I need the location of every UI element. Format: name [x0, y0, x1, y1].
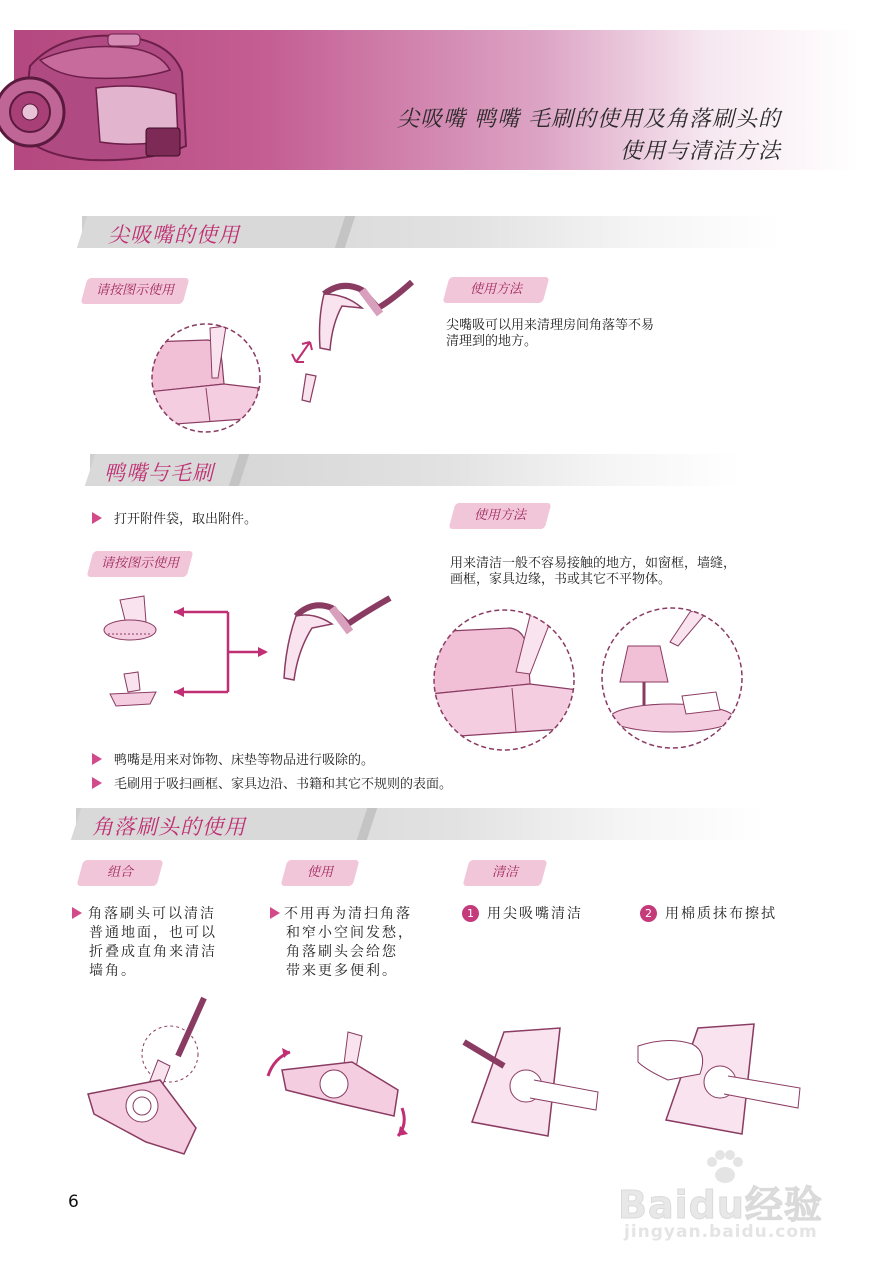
- step-number-badge: 1: [462, 905, 479, 922]
- bullet-arrow-icon: [92, 512, 102, 524]
- pill-use: [281, 860, 360, 886]
- pill-label: 请按图示使用: [100, 556, 179, 571]
- text-line-content: 角落刷头可以清洁: [88, 906, 216, 922]
- vacuum-cleaner-illustration: [0, 26, 200, 174]
- lamp-brush-circle-illustration: [598, 606, 746, 750]
- corner-brush-wipe-cloth-illustration: [638, 1022, 806, 1140]
- section-title: 角落刷头的使用: [92, 815, 246, 839]
- duckbill-usage-text: [450, 556, 810, 588]
- text-line: 墙角。: [89, 963, 137, 979]
- section-header-duckbill-brush: [90, 454, 740, 486]
- corner-brush-clean-nozzle-illustration: [464, 1026, 604, 1138]
- text-line: 清理到的地方。: [446, 334, 538, 349]
- text-line: 折叠成直角来清洁: [89, 944, 217, 960]
- pill-label: 组合: [106, 865, 133, 880]
- page-number: 6: [68, 1192, 79, 1212]
- pill-follow-diagram: [81, 278, 190, 304]
- section-header-corner-brush: [76, 808, 766, 840]
- pill-usage-method: [449, 503, 552, 529]
- sofa-duckbill-circle-illustration: [430, 610, 578, 752]
- text-line: 和窄小空间发愁，: [286, 925, 414, 941]
- watermark: [618, 1150, 858, 1250]
- bullet-arrow-icon: [92, 753, 102, 765]
- bullet-arrow-icon: [72, 907, 82, 919]
- pill-label: 使用方法: [469, 282, 522, 297]
- bullet-open-accessory-bag: [92, 508, 257, 527]
- text-line: 画框，家具边缘，书或其它不平物体。: [450, 572, 672, 587]
- corner-brush-fold-illustration: [262, 1028, 418, 1138]
- text-line: 用来清洁一般不容易接触的地方，如窗框，墙缝，: [450, 556, 737, 571]
- pill-follow-diagram: [87, 551, 194, 577]
- step-text: 用尖吸嘴清洁: [487, 906, 583, 922]
- pill-label: 使用: [306, 865, 333, 880]
- pill-label: 清洁: [491, 865, 518, 880]
- text-line: 尖嘴吸可以用来清理房间角落等不易: [446, 318, 655, 333]
- text-line: 带来更多便利。: [286, 963, 398, 979]
- text-line: 普通地面，也可以: [89, 925, 217, 941]
- page-title: [397, 104, 781, 168]
- nozzle-usage-text: [446, 318, 746, 350]
- section-title: 鸭嘴与毛刷: [104, 461, 214, 485]
- watermark-url: jingyan.baidu.com: [624, 1222, 818, 1242]
- bullet-text: 毛刷用于吸扫画框、家具边沿、书籍和其它不规则的表面。: [114, 777, 453, 792]
- brush-duckbill-attachment-diagram: [100, 594, 400, 714]
- sofa-crevice-circle-illustration: [148, 322, 266, 434]
- pill-assemble: [77, 860, 164, 886]
- bullet-arrow-icon: [92, 777, 102, 789]
- clean-step-2: [640, 905, 777, 924]
- pill-usage-method: [443, 277, 550, 303]
- bullet-brush-purpose: [92, 773, 452, 792]
- pill-label: 请按图示使用: [95, 283, 174, 298]
- pill-clean: [463, 860, 548, 886]
- clean-step-1: [462, 905, 583, 924]
- bullet-text: 打开附件袋，取出附件。: [114, 512, 258, 527]
- step-number-badge: 2: [640, 905, 657, 922]
- corner-brush-assemble-illustration: [86, 996, 226, 1156]
- corner-brush-use-text: [270, 905, 450, 981]
- text-line-content: 不用再为清扫角落: [284, 906, 412, 922]
- page-title-line2: 使用与清洁方法: [619, 139, 781, 164]
- text-line: [270, 905, 450, 924]
- bullet-arrow-icon: [270, 907, 280, 919]
- page-title-line1: 尖吸嘴 鸭嘴 毛刷的使用及角落刷头的: [397, 107, 781, 132]
- section-title: 尖吸嘴的使用: [108, 223, 240, 247]
- step-text: 用棉质抹布擦拭: [665, 906, 777, 922]
- watermark-brand: Baidu经验: [618, 1183, 823, 1227]
- text-line: [72, 905, 262, 924]
- corner-brush-assemble-text: [72, 905, 262, 981]
- bullet-text: 鸭嘴是用来对饰物、床垫等物品进行吸除的。: [114, 753, 375, 768]
- bullet-duckbill-purpose: [92, 749, 374, 768]
- text-line: 角落刷头会给您: [286, 944, 398, 960]
- section-header-nozzle: [82, 216, 782, 248]
- pill-label: 使用方法: [473, 508, 526, 523]
- vacuum-handle-crevice-tool-illustration: [282, 278, 422, 408]
